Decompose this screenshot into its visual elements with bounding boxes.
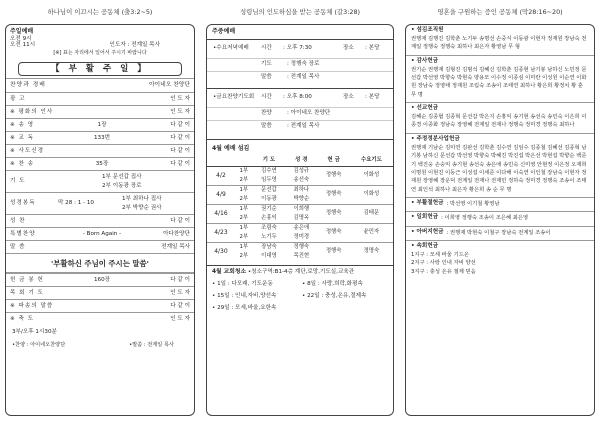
left-column-title: 하나님이 이끄시는 공동체 (출3:2~5) [47,8,153,16]
sermon-title: '부활하신 주님이 주시는 말씀' [6,253,194,273]
wednesday-service: •수요저녁예배 시간 : 오후 7:30 장소 : 본당 [213,45,380,51]
offering-section: • 속회헌금 1지구 : 모세 바울 기드온 2지구 : 사랑 인내 자비 양선 3지구 : 충성 온유 절제 믿음 [411,243,476,275]
cleaning-schedule: 4월 교회청소 •청소구역:B1-4층 계단,로망,기도실,교육관 • 1일 : 다모래, 기도운동 • 8일 : 사랑,희락,화평속 • 15일 : 인내,자비,양선속 • 22일 : 충성,온유,절제속 • 29일 : 모세,바울,요한속 [212,269,367,312]
order-row: ※ 파송의 말씀 다 같 이 [6,299,194,312]
table-row: 4/30 1부 장남숙 정행숙 정행숙 정명숙 [207,242,393,252]
midweek-panel: 주중예배 •수요저녁예배 시간 : 오후 7:30 장소 : 본당 기도 : 정행숙 장로 말씀 : 전계일 목사 •금요찬양기도회 시간 : 오후 8:00 장소 : 본당 찬양 : 아이네오 찬양단 말씀 : 전계일 목사 4월 예배 섬김 기 도 성 경 헌 금 수요기도 4/2 1부 김수연 김성규 정행숙 이화성 2부 임두영 송선숙 4/9 1부 문선갑 최하나 정행숙 이화성 2부 이동광 박향순 4/16 1부 권기순 이희행 정행숙 김태문 2부 손홍익 김명옥 4/23 1부 조림숙 송은애 정행숙 윤민자 2부 노기두 정미경 4/30 1부 장남숙 정행숙 정행숙 정명숙 2부 이대영 목진현 4월 교회청소 •청소구역:B1-4층 계단,로망,기도실,교육관 • 1일 : 다모래, 기도운동 • 8일 : 사랑,희락,화평속 • 15일 : 인내,자비,양선속 • 22일 : 충성,온유,절제속 • 29일 : 모세,바울,요한속 [206,24,394,416]
offering-section: • 일회헌금 : 이희영 정행숙 조송이 조은혜 최은영 [406,212,594,226]
order-row: 헌 금 봉 헌 160장 다 같 이 [6,273,194,286]
order-row: ※ 교 독 133번 다 같 이 [6,131,194,144]
order-row: ※ 사도신경 다 같 이 [6,144,194,157]
order-row-prayer: 기 도 1부 문선갑 집사 2부 이동광 장로 [6,170,194,192]
standing-note: [※] 표는 자리에서 일어서 주시기 바랍니다 [53,50,147,57]
offering-panel [405,24,595,416]
worship-title: 주일예배 [10,28,34,35]
order-row-scripture: 성경봉독 막 28 : 1 - 10 1부 최하나 집사 2부 박향순 권사 [6,192,194,214]
table-row: 2부 이대영 목진현 [239,252,310,259]
table-row: 2부 임두영 송선숙 [239,176,310,183]
table-row: 4/16 1부 권기순 이희행 정행숙 김태문 [207,204,393,214]
order-row: ※ 송 영 1장 다 같 이 [6,118,194,131]
offering-section: • 아버지헌금 : 권행재 박현숙 이철구 장남숙 전계일 조송이 [406,227,594,241]
offering-section: • 주정정분사업헌금 권행재 기남순 김미연 김판선 김학춘 김수연 김임수 김종철 김혜선 김종혁 남기봉 남하신 문선갑 박선영 박향숙 박혜진 박진섭 박은선 박현섭 박향순 백준기 백진웅 손숭익 송기현 송선숙 송은애 송민숙 신미영 안현정 이은정 오재희 이명원 이현진 이동근 이성섭 이세준 이다해 이숙연 이인철 장남숙 이현자 정재원 장영혜 장운덕 전계일 전재나 전재민 정하숙 정미경 정행숙 조송이 조태연 최인석 최하나 최은자 황은희 송 순 무 명 [406,134,594,198]
order-row: 성 찬 다 같 이 [6,214,194,227]
offering-section: • 부활절헌금 : 박선영 이기철 황영남 [406,198,594,212]
worship-order-panel [5,24,195,416]
table-row: 2부 손홍익 김명옥 [239,214,310,221]
table-row: 4/9 1부 문선갑 최하나 정행숙 이화성 [207,185,393,195]
easter-banner: 【 부 활 주 일 】 [18,62,182,77]
midweek-title: 주중예배 [212,28,236,35]
offering-section: • 선교헌금 김혜순 김종협 김종혁 문선갑 박은지 손홍익 송기현 송선숙 송민숙 이은희 이종경 이종화 정남숙 장영혜 전계일 전재나 정행숙 정미경 정행숙 최하나 [406,103,594,134]
duty-table: 기 도 성 경 헌 금 수요기도 4/2 1부 김수연 김성규 정행숙 이화성 2부 임두영 송선숙 4/9 1부 문선갑 최하나 정행숙 이화성 2부 이동광 박향순 4/16 1부 권기순 이희행 정행숙 김태문 2부 손홍익 김명옥 4/23 1부 조림숙 송은애 정행숙 윤민자 2부 노기두 정미경 4/30 1부 장남숙 정행숙 정행숙 정명숙 2부 이대영 목진현 [207,155,393,261]
order-row: 목 회 기 도 인 도 자 [6,286,194,299]
afternoon-service: 3부/오후 1시30분 •찬양 : 아이네오찬양단 •말씀 : 전계일 목사 [12,329,174,349]
duty-title: 4월 예배 섬김 [212,144,250,152]
order-row: ※ 평화의 인사 인 도 자 [6,105,194,118]
mid-column-title: 성령님의 인도하심을 받는 공동체 (갈3:28) [239,8,361,16]
order-row-praise: 찬양과 경배 아이네오 찬양단 [6,78,194,92]
order-row: ※ 찬 송 35장 다 같 이 [6,157,194,170]
table-row: 2부 이동광 박향순 [239,195,310,202]
order-row: 말 씀 전계일 목사 [6,240,194,253]
worship-time-2: 오전 11시 [10,42,36,49]
right-column-title: 영혼을 구원하는 증인 공동체 (막28:16~20) [437,8,563,16]
worship-leader: 인도자 : 전계일 목사 [109,42,160,49]
order-row: ※ 축 도 인 도 자 [6,312,194,325]
order-row: 특별찬양 - Born Again - 아다찬양단 [6,227,194,240]
scripture-reference: 막 28 : 1 - 10 [58,200,94,207]
table-row: 4/2 1부 김수연 김성규 정행숙 이화성 [207,166,393,176]
worship-time-1: 오전 9시 [10,35,32,42]
offering-section: • 감사헌금 권기순 권행재 김형진 김범석 김혜신 김학춘 김종현 남기봉 남하신 노민정 문선갑 박선영 박향숙 박현숙 양용모 이수정 이종심 이미란 이성원 이순연 이화원 장남숙 정영태 정재원 조림숙 조송이 조태연 최하나 황은희 황정치 황 훈 무 명 [406,56,594,103]
table-row: 2부 노기두 정미경 [239,233,310,240]
table-row: 4/23 1부 조림숙 송은애 정행숙 윤민자 [207,223,393,233]
friday-service: •금요찬양기도회 시간 : 오후 8:00 장소 : 본당 [213,94,380,100]
worship-header [6,25,194,60]
order-row: 광 고 인 도 자 [6,92,194,105]
offering-section: • 섬김조직원 권행재 김행진 김학춘 노기두 송명선 손중식 이동광 이현자 정재원 장남숙 전계일 정행숙 정행숙 최하나 최은자 황영남 무 형 [406,25,594,56]
